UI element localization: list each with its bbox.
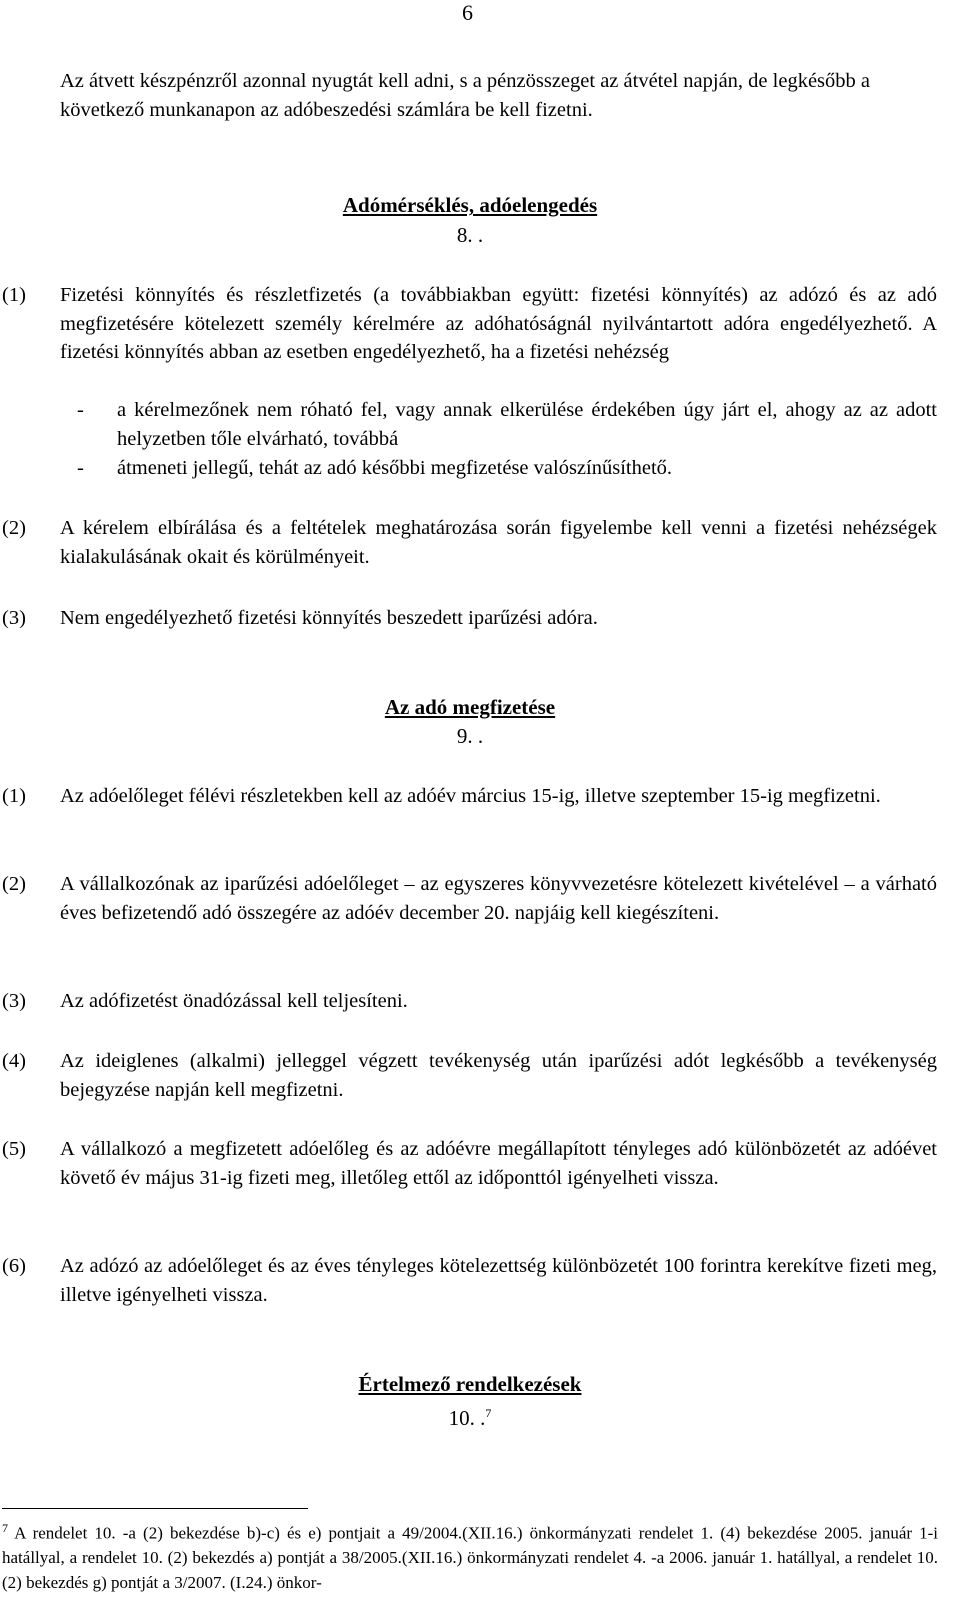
s8-p3-text: Nem engedélyezhető fizetési könnyítés beszedett iparűzési adóra. — [60, 607, 598, 629]
section-8-heading: Adómérséklés, adóelengedés — [342, 193, 598, 217]
s9-item3-number: (3) — [2, 990, 26, 1012]
s8-bullet1-dash: - — [77, 399, 84, 421]
section-9-number: 9. . — [456, 724, 484, 748]
page-number: 6 — [462, 0, 473, 25]
s9-item2-text: A vállalkozónak az iparűzési adóelőleget – az egyszeres könyvvezetésre kötelezett kivételével – a várható éves befizetendő adó összegére az adóév december 20. napjáig kell kiegészíteni. — [60, 873, 937, 924]
s8-bullet2-text: átmeneti jellegű, tehát az adó későbbi megfizetése valószínűsíthető. — [117, 457, 673, 479]
s9-item1-text: Az adóelőleget félévi részletekben kell az adóév március 15-ig, illetve szeptember 15-ig megfizetni. — [60, 785, 881, 807]
footnote-text: A rendelet 10. -a (2) bekezdése b)-c) és e) pontjait a 49/2004.(XII.16.) önkormányzati rendelet 1. (4) bekezdése 2005. január 1-i hatállyal, a rendelet 10. (2) bekezdés a) pontját a 38/2005.(XII.16.) önkormányzati rendelet 4. -a 2006. január 1. hatállyal, a rendelet 10. (2) bekezdés g) pontját a 3/2007. (I.24.) önkor- — [2, 1523, 939, 1592]
s9-item1-number: (1) — [2, 785, 26, 807]
section-8-number: 8. . — [456, 223, 484, 247]
intro-paragraph: Az átvett készpénzről azonnal nyugtát kell adni, s a pénzösszeget az átvétel napján, de legkésőbb a következő munkanapon az adóbeszedési számlára be kell fizetni. — [60, 70, 870, 121]
section-10-number — [0, 1399, 940, 1432]
s8-p3-number: (3) — [2, 607, 26, 629]
s8-bullet1-text: a kérelmezőnek nem róható fel, vagy annak elkerülése érdekében úgy járt el, ahogy az az adott helyzetben tőle elvárható, továbbá — [117, 399, 937, 450]
section-10-heading: Értelmező rendelkezések — [358, 1372, 582, 1396]
section-10-number-text: 10. . — [448, 1406, 486, 1430]
s8-p2-number: (2) — [2, 517, 26, 539]
s8-p2-text: A kérelem elbírálása és a feltételek meghatározása során figyelembe kell venni a fizetési nehézségek kialakulásának okait és körülményeit. — [60, 517, 937, 568]
s9-item6-number: (6) — [2, 1255, 26, 1277]
s9-item4-number: (4) — [2, 1050, 26, 1072]
s8-p1-number: (1) — [2, 284, 26, 306]
s9-item3-text: Az adófizetést önadózással kell teljesíteni. — [60, 990, 408, 1012]
s9-item4-text: Az ideiglenes (alkalmi) jelleggel végzett tevékenység után iparűzési adót legkésőbb a tevékenység bejegyzése napján kell megfizetni. — [60, 1050, 937, 1101]
footnote — [2, 1516, 938, 1595]
s9-item2-number: (2) — [2, 873, 26, 895]
s9-item5-text: A vállalkozó a megfizetett adóelőleg és az adóévre megállapított tényleges adó különbözetét az adóévet követő év május 31-ig fizeti meg, illetőleg ettől az időponttól igényelheti vissza. — [60, 1138, 937, 1189]
s9-item5-number: (5) — [2, 1138, 26, 1160]
footnote-reference[interactable]: 7 — [485, 1406, 492, 1420]
s9-item6-text: Az adózó az adóelőleget és az éves tényleges kötelezettség különbözetét 100 forintra kerekítve fizeti meg, illetve igényelheti vissza. — [60, 1255, 937, 1306]
section-9-heading: Az adó megfizetése — [384, 695, 556, 719]
footnote-rule — [2, 1508, 308, 1509]
footnote-marker: 7 — [2, 1521, 8, 1535]
s8-p1-text: Fizetési könnyítés és részletfizetés (a továbbiakban együtt: fizetési könnyítés) az adózó és az adó megfizetésére kötelezett személy kérelmére az adóhatóságnál nyilvántartott adóra engedélyezhető. A fizetési könnyítés abban az esetben engedélyezhető, ha a fizetési nehézség — [60, 284, 937, 363]
s8-bullet2-dash: - — [77, 457, 84, 479]
